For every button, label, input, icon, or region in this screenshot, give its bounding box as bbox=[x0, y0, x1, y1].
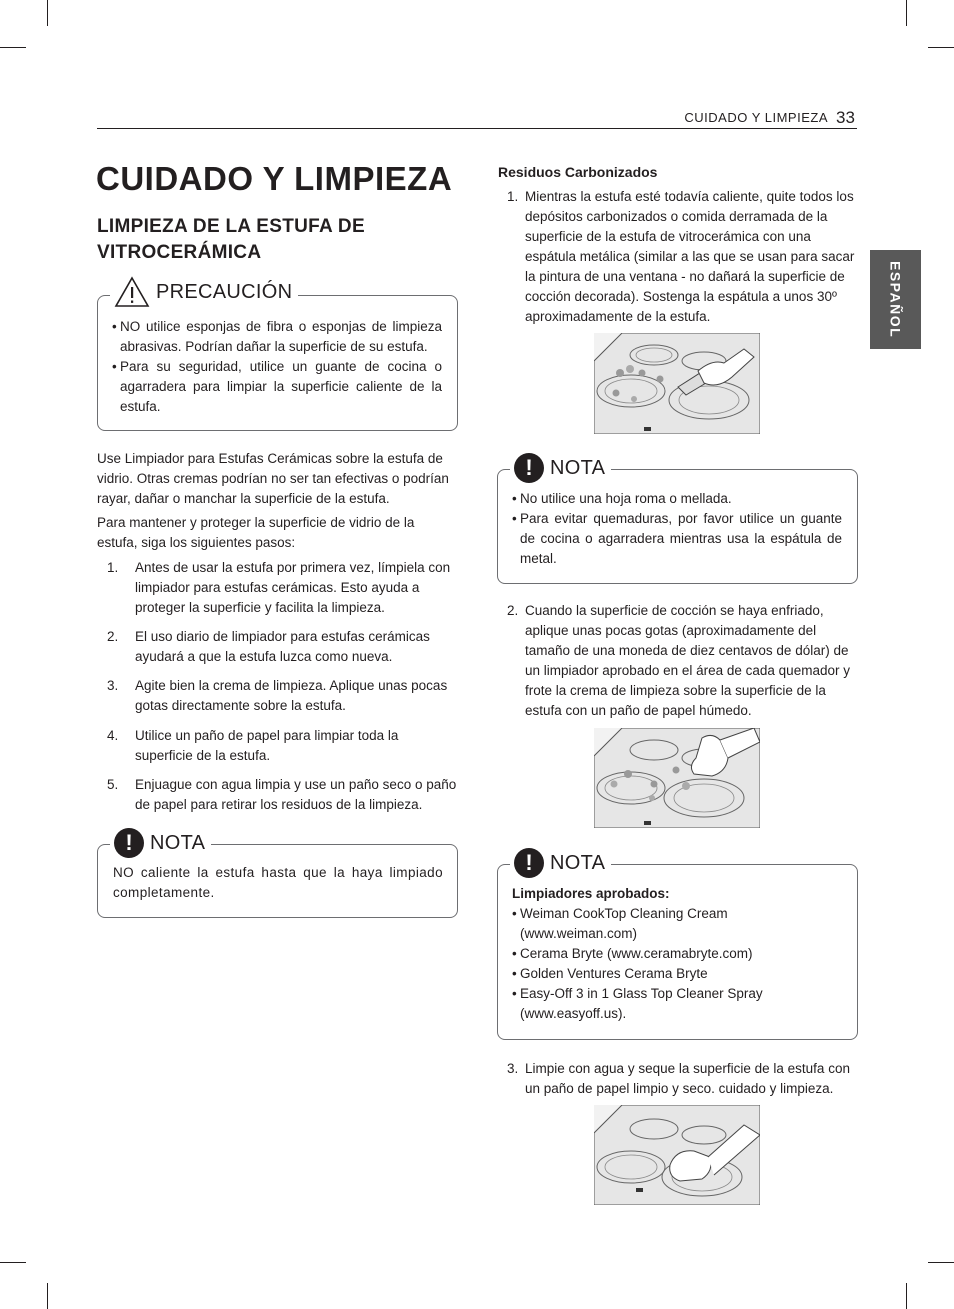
step-item: 3. Limpie con agua y seque la superficie de la estufa con un paño de papel limpio y seco. cuidado y limpieza. bbox=[507, 1061, 850, 1096]
note-box bbox=[497, 850, 858, 1040]
right-step-1 bbox=[507, 187, 859, 327]
header-rule bbox=[97, 128, 857, 129]
subsection-heading: Residuos Carbonizados bbox=[498, 164, 658, 180]
cooktop-wipe-illustration bbox=[594, 1105, 760, 1205]
note-label: NOTA bbox=[550, 851, 606, 874]
caution-box bbox=[97, 280, 458, 431]
step-item: 2. Cuando la superficie de cocción se haya enfriado, aplique unas pocas gotas (aproximadamente del tamaño de una moneda de diez centavos de dólar) de un limpiador aprobado en el área de cada quemador y frote la crema de limpieza sobre la superficie de la estufa con un paño de papel húmedo. bbox=[507, 603, 850, 718]
step-item: 5. Enjuague con agua limpia y use un paño seco o paño de papel para retirar los residuos de la limpieza. bbox=[107, 777, 457, 812]
crop-mark bbox=[928, 1262, 954, 1263]
section-title: LIMPIEZA DE LA ESTUFA DE VITROCERÁMICA bbox=[97, 216, 365, 263]
note-text: NO caliente la estufa hasta que la haya limpiado completamente. bbox=[113, 865, 443, 900]
step-item: 1. Mientras la estufa esté todavía caliente, quite todos los depósitos carbonizados o comida derramada de la superficie de la estufa de vitrocerámica con una espátula metálica (similar a las que se usan para sacar la pintura de una ventana - no dañará la superficie de cocción decorada). Sostenga la espátula a unos 30º aproximadamente de la estufa. bbox=[507, 189, 855, 324]
cooktop-scraper-illustration bbox=[594, 333, 760, 434]
note-bullet: • Golden Ventures Cerama Bryte bbox=[512, 966, 708, 981]
note-label: NOTA bbox=[550, 456, 606, 479]
step-item: 1. Antes de usar la estufa por primera vez, límpiela con limpiador para estufas cerámicas. Esto ayuda a proteger la superficie y facilita la limpieza. bbox=[107, 560, 451, 615]
exclamation-icon: ! bbox=[114, 828, 144, 858]
exclamation-icon: ! bbox=[514, 848, 544, 878]
note-bullet: • Cerama Bryte (www.ceramabryte.com) bbox=[512, 946, 753, 961]
crop-mark bbox=[47, 1283, 48, 1309]
language-tab-label: ESPAÑOL bbox=[887, 260, 904, 339]
right-step-2 bbox=[507, 601, 859, 721]
note-heading: Limpiadores aprobados: bbox=[512, 886, 670, 901]
intro-paragraph: Use Limpiador para Estufas Cerámicas sobre la estufa de vidrio. Otras cremas podrían no ser tan efectivas o podrían rayar, dañar o manchar la superficie de la estufa. bbox=[97, 451, 449, 506]
crop-mark bbox=[928, 47, 954, 48]
intro-paragraph: Para mantener y proteger la superficie de vidrio de la estufa, siga los siguientes pasos: bbox=[97, 515, 415, 550]
note-box bbox=[497, 455, 858, 584]
right-step-3 bbox=[507, 1059, 859, 1099]
page-title: CUIDADO Y LIMPIEZA bbox=[96, 160, 453, 197]
caution-bullet: • Para su seguridad, utilice un guante de cocina o agarradera para limpiar la superficie caliente de la estufa. bbox=[112, 359, 442, 414]
step-item: 2. El uso diario de limpiador para estufas cerámicas ayudará a que la estufa luzca como nueva. bbox=[107, 629, 430, 664]
note-box bbox=[97, 830, 458, 918]
note-bullet: • Para evitar quemaduras, por favor utilice un guante de cocina o agarradera mientras usa la espátula de metal. bbox=[512, 511, 842, 566]
warning-triangle-icon bbox=[114, 276, 150, 308]
crop-mark bbox=[0, 1262, 26, 1263]
running-header: CUIDADO Y LIMPIEZA bbox=[684, 110, 828, 125]
step-item: 4. Utilice un paño de papel para limpiar toda la superficie de la estufa. bbox=[107, 728, 399, 763]
cooktop-cream-illustration bbox=[594, 728, 760, 828]
page-number: 33 bbox=[836, 108, 855, 127]
note-bullet: • No utilice una hoja roma o mellada. bbox=[512, 491, 732, 506]
note-bullet: • Easy-Off 3 in 1 Glass Top Cleaner Spray (www.easyoff.us). bbox=[512, 986, 763, 1021]
left-steps-list bbox=[107, 558, 457, 815]
caution-label: PRECAUCIÓN bbox=[156, 280, 293, 303]
exclamation-icon: ! bbox=[514, 453, 544, 483]
crop-mark bbox=[0, 47, 26, 48]
crop-mark bbox=[906, 1283, 907, 1309]
step-item: 3. Agite bien la crema de limpieza. Aplique unas pocas gotas directamente sobre la estufa. bbox=[107, 678, 448, 713]
note-bullet: • Weiman CookTop Cleaning Cream (www.weiman.com) bbox=[512, 906, 728, 941]
crop-mark bbox=[906, 0, 907, 26]
crop-mark bbox=[47, 0, 48, 26]
language-tab bbox=[870, 250, 921, 349]
caution-bullet: • NO utilice esponjas de fibra o esponjas de limpieza abrasivas. Podrían dañar la superficie de su estufa. bbox=[112, 319, 442, 354]
note-label: NOTA bbox=[150, 831, 206, 854]
